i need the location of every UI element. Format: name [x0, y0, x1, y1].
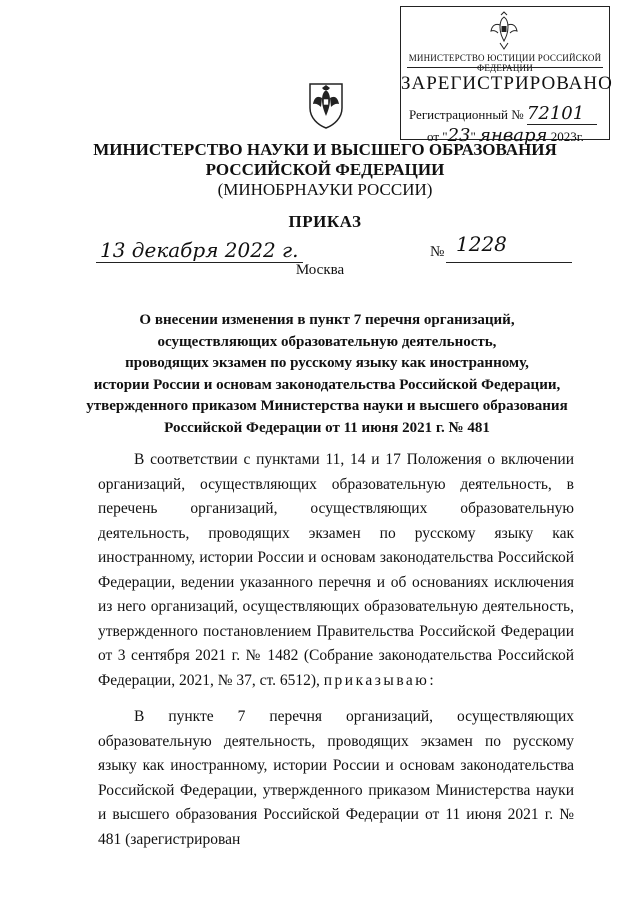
- stamp-status: ЗАРЕГИСТРИРОВАНО: [401, 73, 613, 94]
- coat-of-arms-icon: [306, 78, 346, 130]
- ministry-short-name: (МИНОБРНАУКИ РОССИИ): [217, 180, 433, 199]
- stamp-date-year: 2023г.: [550, 129, 584, 144]
- city-name: Москва: [295, 262, 345, 278]
- registration-stamp: [400, 6, 613, 146]
- stamp-registration-line: [409, 103, 597, 125]
- subject-line: проводящих экзамен по русскому языку как иностранному,: [125, 355, 529, 371]
- stamp-registration-label: Регистрационный №: [409, 107, 524, 122]
- document-type-title: ПРИКАЗ: [288, 212, 362, 231]
- stamp-registration-number: 72101: [527, 103, 597, 125]
- handwritten-order-date: 13 декабря 2022 г.: [96, 238, 303, 263]
- order-subject: [82, 310, 572, 439]
- stamp-date-day: 23: [447, 125, 471, 146]
- body-paragraph-1-text: В соответствии с пунктами 11, 14 и 17 Положения о включении организаций, осуществляющих образовательную деятельность, в перечень организаций, осуществляющих образовательную деятельность, проводящих экзамен по русскому языку как иностранному, истории России и основам законодательства Российской Федерации, ведении указанного перечня и об основаниях исключения из него организаций, осуществляющих образовательную деятельность, утвержденного постановлением Правительства Российской Федерации от 3 сентября 2021 г. № 1482 (Собрание законодательства Российской Федерации, 2021, № 37, ст. 6512),: [98, 451, 574, 689]
- ministry-name-line-1: МИНИСТЕРСТВО НАУКИ И ВЫСШЕГО ОБРАЗОВАНИЯ: [93, 140, 557, 159]
- decree-word: приказываю:: [323, 671, 437, 689]
- stamp-divider: [407, 67, 603, 68]
- subject-line: истории России и основам законодательства Российской Федерации,: [93, 376, 561, 393]
- subject-line: Российской Федерации от 11 июня 2021 г. № 481: [164, 419, 490, 436]
- order-body: [98, 448, 574, 852]
- handwritten-order-number: 1228: [456, 232, 507, 256]
- stamp-eagle-emblem-icon: [489, 11, 519, 51]
- ministry-name-line-2: РОССИЙСКОЙ ФЕДЕРАЦИИ: [205, 160, 445, 179]
- stamp-date-prefix: от ": [427, 129, 448, 144]
- order-number-label: №: [430, 244, 445, 260]
- stamp-date-month: января: [479, 125, 548, 146]
- subject-line: осуществляющих образовательную деятельность,: [157, 333, 497, 350]
- stamp-date-quote: ": [470, 129, 476, 144]
- body-paragraph-2: В пункте 7 перечня организаций, осуществляющих образовательную деятельность, проводящих экзамен по русскому языку как иностранному, истории России и основам законодательства Российской Федерации, утвержденного приказом Министерства науки и высшего образования Российской Федерации от 11 июня 2021 г. № 481 (зарегистрирован: [98, 708, 574, 848]
- stamp-ministry-name: МИНИСТЕРСТВО ЮСТИЦИИ РОССИЙСКОЙ ФЕДЕРАЦИИ: [408, 53, 602, 73]
- subject-line: утвержденного приказом Министерства науки и высшего образования: [86, 398, 568, 414]
- subject-line: О внесении изменения в пункт 7 перечня организаций,: [139, 312, 515, 328]
- body-paragraph-1: [98, 448, 574, 693]
